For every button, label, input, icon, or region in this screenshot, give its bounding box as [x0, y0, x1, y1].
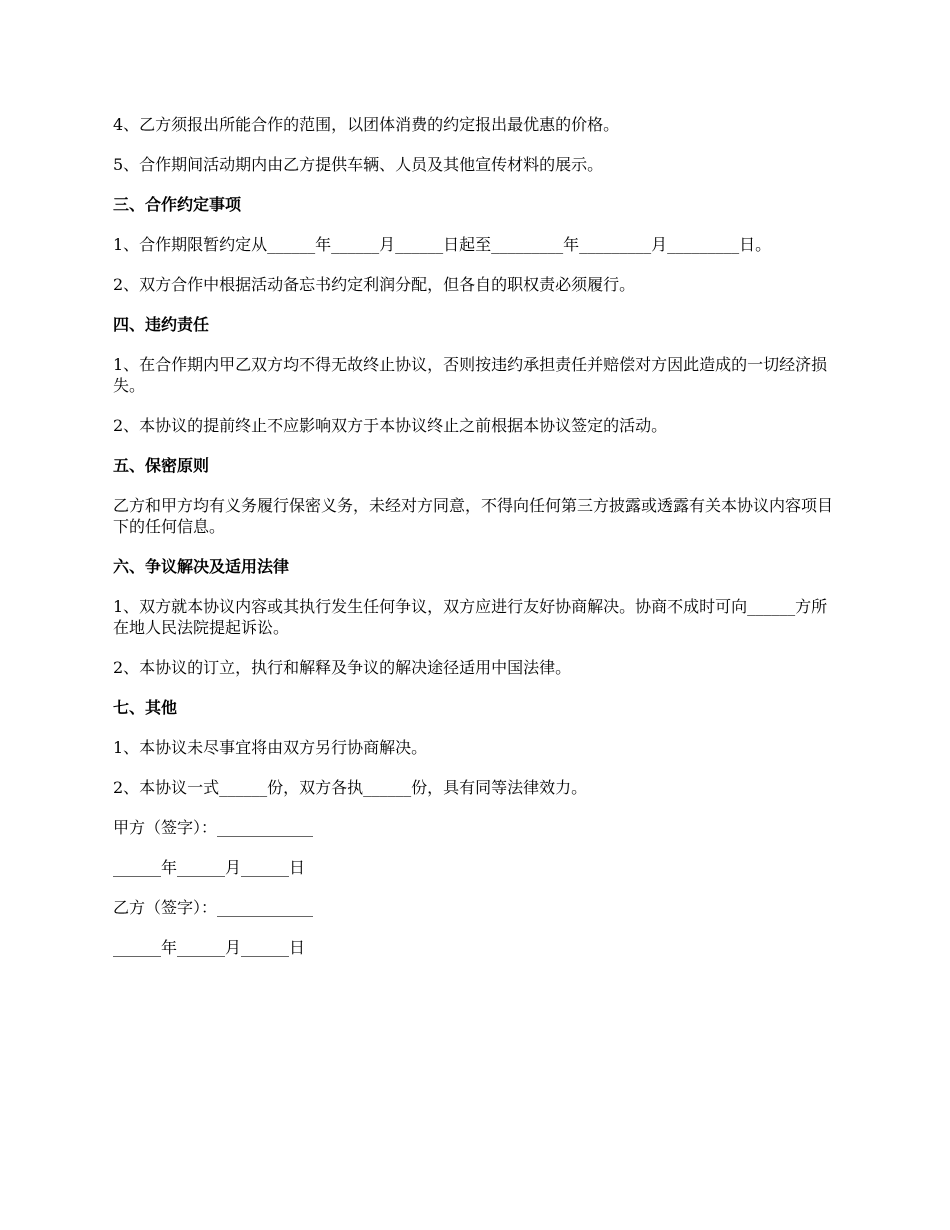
clause-6-1: 1、双方就本协议内容或其执行发生任何争议，双方应进行友好协商解决。协商不成时可向______方所在地人民法院提起诉讼。 [113, 597, 828, 637]
party-b-signature: 乙方（签字）：____________ [113, 898, 314, 917]
section-3-heading: 三、合作约定事项 [113, 195, 242, 214]
clause-5-1: 乙方和甲方均有义务履行保密义务，未经对方同意，不得向任何第三方披露或透露有关本协议内容项目下的任何信息。 [113, 496, 834, 536]
clause-7-2: 2、本协议一式______份，双方各执______份，具有同等法律效力。 [113, 778, 588, 797]
party-a-date: ______年______月______日 [113, 858, 306, 877]
clause-4-1: 1、在合作期内甲乙双方均不得无故终止协议，否则按违约承担责任并赔偿对方因此造成的一切经济损失。 [113, 355, 828, 395]
party-b-date: ______年______月______日 [113, 938, 306, 957]
clause-6-2: 2、本协议的订立，执行和解释及争议的解决途径适用中国法律。 [113, 658, 572, 677]
section-5-heading: 五、保密原则 [113, 456, 210, 475]
document-page [113, 113, 840, 958]
clause-7-1: 1、本协议未尽事宜将由双方另行协商解决。 [113, 738, 428, 757]
clause-3-2: 2、双方合作中根据活动备忘书约定利润分配，但各自的职权责必须履行。 [113, 275, 636, 294]
section-4-heading: 四、违约责任 [113, 315, 210, 334]
section-7-heading: 七、其他 [113, 698, 178, 717]
section-6-heading: 六、争议解决及适用法律 [113, 557, 290, 576]
party-a-signature: 甲方（签字）：____________ [113, 818, 314, 837]
clause-2-5: 5、合作期间活动期内由乙方提供车辆、人员及其他宣传材料的展示。 [113, 155, 604, 174]
clause-3-1: 1、合作期限暂约定从______年______月______日起至_________年_________月_________日。 [113, 235, 772, 254]
clause-4-2: 2、本协议的提前终止不应影响双方于本协议终止之前根据本协议签定的活动。 [113, 416, 668, 435]
clause-2-4: 4、乙方须报出所能合作的范围，以团体消费的约定报出最优惠的价格。 [113, 115, 620, 134]
